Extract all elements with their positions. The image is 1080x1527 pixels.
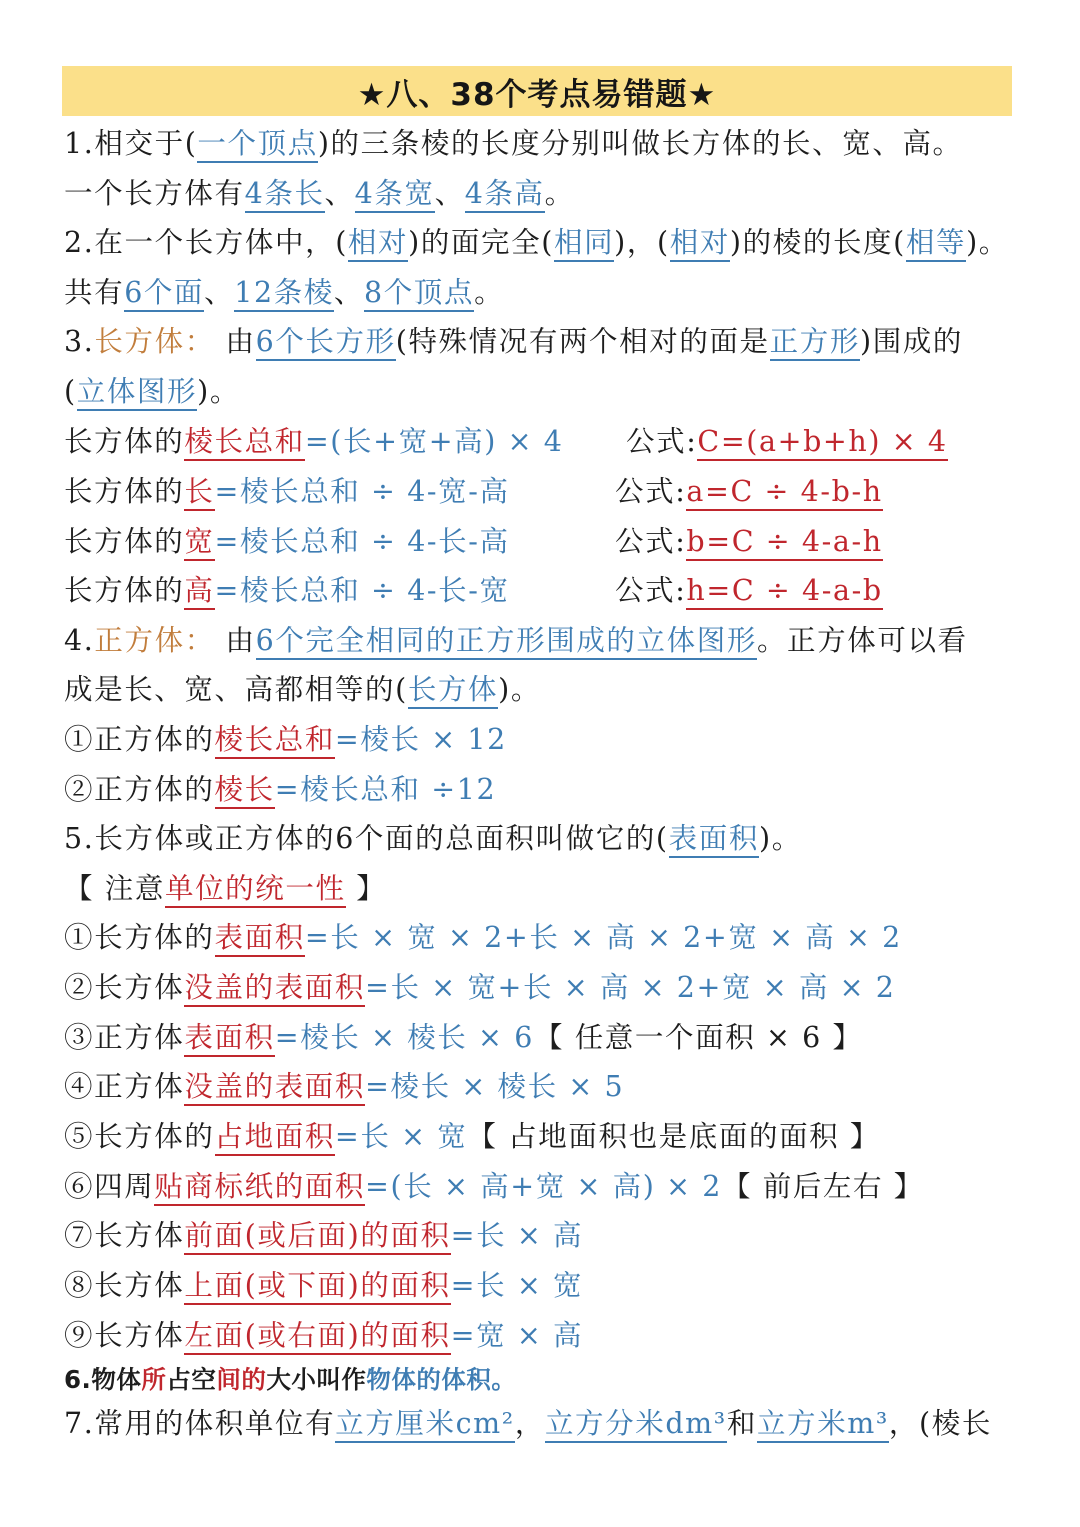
area-5: ⑤长方体的占地面积=长 × 宽【 占地面积也是底面的面积 】 [64,1117,880,1157]
cube-edge: ②正方体的棱长=棱长总和 ÷12 [64,770,496,810]
point-3-line-2: (立体图形)。 [64,372,240,412]
section-title-banner: ★八、38个考点易错题★ [62,66,1012,116]
answer-one-vertex: 一个顶点 [197,127,317,163]
area-7: ⑦长方体前面(或后面)的面积=长 × 高 [64,1216,583,1256]
answer-4-height: 4条高 [465,177,545,213]
formula-width: 长方体的宽=棱长总和 ÷ 4-长-高 公式:b=C ÷ 4-a-h [64,522,510,562]
point-1-line-1: 1.相交于(一个顶点)的三条棱的长度分别叫做长方体的长、宽、高。 [64,124,963,164]
area-1: ①长方体的表面积=长 × 宽 × 2+长 × 高 × 2+宽 × 高 × 2 [64,918,902,958]
unit-note: 【 注意单位的统一性 】 [64,869,386,909]
point-6: 6.物体所占空间的大小叫作物体的体积。 [64,1365,517,1394]
point-5: 5.长方体或正方体的6个面的总面积叫做它的(表面积)。 [64,819,802,859]
cube-term: 正方体： [94,624,215,657]
area-4: ④正方体没盖的表面积=棱长 × 棱长 × 5 [64,1067,624,1107]
answer-4-width: 4条宽 [355,177,435,213]
formula-letter: 公式:C=(a+b+h) × 4 [626,422,948,462]
point-4-line-1: 4.正方体： 由6个完全相同的正方形围成的立体图形。正方体可以看 [64,621,968,661]
point-4-line-2: 成是长、宽、高都相等的(长方体)。 [64,670,541,710]
point-1-line-2: 一个长方体有4条长、4条宽、4条高。 [64,174,575,214]
area-9: ⑨长方体左面(或右面)的面积=宽 × 高 [64,1316,583,1356]
area-3: ③正方体表面积=棱长 × 棱长 × 6【 任意一个面积 × 6 】 [64,1018,863,1058]
answer-4-length: 4条长 [245,177,325,213]
area-6: ⑥四周贴商标纸的面积=(长 × 高+宽 × 高) × 2【 前后左右 】 [64,1167,924,1207]
point-2-line-1: 2.在一个长方体中，(相对)的面完全(相同)，(相对)的棱的长度(相等)。 [64,223,1009,263]
area-8: ⑧长方体上面(或下面)的面积=长 × 宽 [64,1266,583,1306]
formula-height: 长方体的高=棱长总和 ÷ 4-长-宽 公式:h=C ÷ 4-a-b [64,571,510,611]
formula-length: 长方体的长=棱长总和 ÷ 4-宽-高 公式:a=C ÷ 4-b-h [64,472,510,512]
cuboid-term: 长方体： [94,325,215,358]
formula-edge-sum: 长方体的棱长总和=(长+宽+高) × 4 公式:C=(a+b+h) × 4 [64,422,564,462]
point-7: 7.常用的体积单位有立方厘米cm²，立方分米dm³和立方米m³，(棱长 [64,1404,992,1444]
point-3-line-1: 3.长方体： 由6个长方形(特殊情况有两个相对的面是正方形)围成的 [64,322,963,362]
area-2: ②长方体没盖的表面积=长 × 宽+长 × 高 × 2+宽 × 高 × 2 [64,968,896,1008]
cube-edge-sum: ①正方体的棱长总和=棱长 × 12 [64,720,507,760]
point-2-line-2: 共有6个面、12条棱、8个顶点。 [64,273,504,313]
